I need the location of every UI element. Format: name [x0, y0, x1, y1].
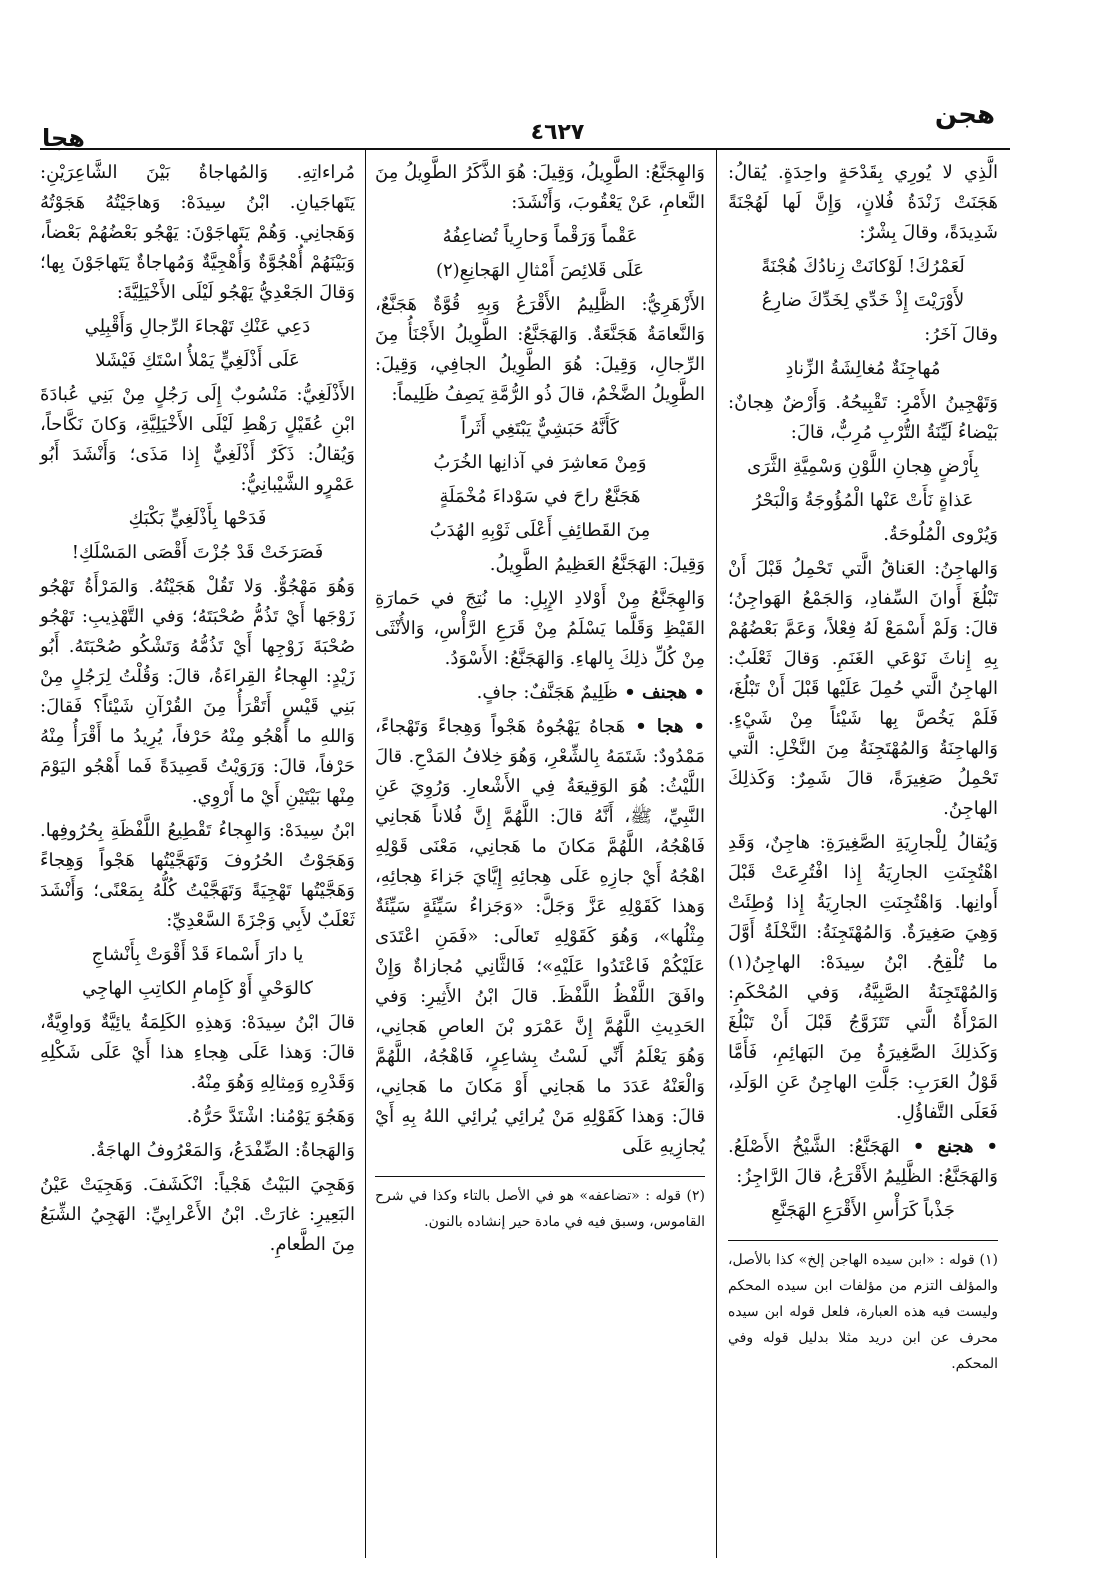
verse-line: كَأَنَّهُ حَبَشِيٌّ يَبْتَغِي أَثَراً [460, 418, 619, 439]
entry-text: هَجاهُ يَهْجُوهُ هَجْواً وَهِجاءً وَتَهْجاءً، مَمْدُودٌ: شَتَمَهُ بِالشِّعْرِ، وَهُوَ خِلافُ المَدْحِ. قالَ اللَّيْثُ: هُوَ الوَقِيعَةُ فِي الأَشْعارِ. وَرُوِيَ عَنِ النَّبِيِّ، ﷺ، أَنَّهُ قالَ: اللَّهُمَّ إِنَّ فُلاناً هَجانِي فَاهْجُهُ، اللَّهُمَّ مَكانَ ما هَجانِي، مَعْنَى قَوْلِهِ اهْجُهُ أَيْ جازِهِ عَلَى هِجائِهِ إِيَّايَ جَزاءَ هِجائِهِ، وَهذا كَقَوْلِهِ عَزَّ وَجَلَّ: «وَجَزاءُ سَيِّئَةٍ سَيِّئَةٌ مِثْلُها»، وَهُوَ كَقَوْلِهِ تَعالَى: «فَمَنِ اعْتَدَى عَلَيْكُمْ فَاعْتَدُوا عَلَيْهِ»؛ فَالثَّانِي مُجازاةٌ وَإِنْ وافَقَ اللَّفْظُ اللَّفْظَ. قالَ ابْنُ الأَثِيرِ: وَفي الحَدِيثِ اللَّهُمَّ إِنَّ عَمْرَو بْنَ العاصِ هَجانِي، وَهُوَ يَعْلَمُ أَنِّي لَسْتُ بِشاعِرٍ، فَاهْجُهُ، اللَّهُمَّ وَالْعَنْهُ عَدَدَ ما هَجانِي أَوْ مَكانَ ما هَجانِي، قالَ: وَهذا كَقَوْلِهِ مَنْ يُرائِي يُرائِي اللهُ بِهِ أَيْ يُجازِيهِ عَلَى [375, 716, 705, 1157]
entry-heading [375, 678, 705, 708]
entry-text: الهَجَنَّعُ: الشَّيْخُ الأَصْلَعُ. وَالهَجَنَّعُ: الظَّلِيمُ الأَقْرَعُ، قالَ الرَّاجِزُ: [728, 1136, 998, 1187]
paragraph: الأَذْلَغِيُّ: مَنْسُوبٌ إِلَى رَجُلٍ مِنْ بَنِي عُبادَةَ ابْنِ عُقَيْلٍ رَهْطِ لَيْلَى الأَخْيَلِيَّةِ، وَكانَ نَكَّاحاً، وَيُقالُ: ذَكَرٌ أَذْلَغِيٌّ إِذا مَذَى؛ وَأَنْشَدَ أَبُو عَمْرٍو الشَّيْبانِيُّ: [40, 384, 355, 495]
verse-line: هَجَنَّعٌ راحَ في سَوْداءَ مُخْمَلَةٍ [439, 486, 641, 507]
verse-line: فَصَرَخَتْ قَدْ جُزْتَ أَقْصَى المَسْلَكِ! [71, 542, 324, 563]
verse-line: عَذاةٍ نَأَتْ عَنْها الْمُؤُوجَةُ وَالْبَحْرُ [752, 490, 974, 511]
entry-headword: • هجا • [635, 716, 705, 737]
column-middle [375, 158, 705, 1235]
entry-heading [728, 1132, 998, 1192]
paragraph: وَيُقالُ لِلْجارِيَةِ الصَّغِيرَةِ: هاجِنٌ، وَقَدِ اهْتُجِنَتِ الجارِيَةُ إِذا افْتُرِعَتْ قَبْلَ أَوانِها. وَاهْتُجِنَتِ الجارِيَةُ إِذا وُطِئَتْ وَهِيَ صَغِيرَةٌ. وَالمُهْتَجِنَةُ: النَّخْلَةُ أَوَّلَ ما تُلْقِحُ. ابْنُ سِيدَهْ: الهاجِنُ(١) وَالمُهْتَجِنَةُ الصَّبِيَّةُ، وَفي المُحْكَمِ: المَرْأَةُ الَّتي تَتَزَوَّجُ قَبْلَ أَنْ تَبْلُغَ وَكَذلِكَ الصَّغِيرَةُ مِنَ البَهائِمِ، فَأَمَّا قَوْلُ العَرَبِ: جَلَّتِ الهاجِنُ عَنِ الوَلَدِ، فَعَلَى التَّفاؤُلِ. [728, 832, 998, 1123]
footnote: (١) قوله : «ابن سيده الهاجن إلخ» كذا بالأصل، والمؤلف التزم من مؤلفات ابن سيده المحكم وليست فيه هذه العبارة، فلعل قوله ابن سيده محرف عن ابن دريد مثلا بدليل قوله وفي المحكم. [728, 1240, 998, 1377]
running-head-left: هجا [42, 124, 85, 152]
paragraph: وَالهِجَنَّعُ: الطَّوِيلُ، وَقِيلَ: هُوَ الذَّكَرُ الطَّوِيلُ مِنَ النَّعامِ، عَنْ يَعْقُوبَ، وَأَنْشَدَ: [375, 162, 705, 213]
paragraph: وَالهاجِنُ: العَناقُ الَّتي تَحْمِلُ قَبْلَ أَنْ تَبْلُغَ أَوانَ السِّفادِ، وَالجَمْعُ الهَواجِنُ؛ قالَ: وَلَمْ أَسْمَعْ لَهُ فِعْلاً، وَعَمَّ بَعْضُهُمْ بِهِ إِناثَ نَوْعَي الغَنَمِ. وَقالَ ثَعْلَبٌ: الهاجِنُ الَّتي حُمِلَ عَلَيْها قَبْلَ أَنْ تَبْلُغَ، فَلَمْ يَخُصَّ بِها شَيْئاً مِنْ شَيْءٍ. وَالهاجِنَةُ وَالمُهْتَجِنَةُ مِنَ النَّخْلِ: الَّتي تَحْمِلُ صَغِيرَةً، قالَ شَمِرٌ: وَكَذلِكَ الهاجِنُ. [728, 558, 998, 819]
page-number: ٤٦٢٧ [530, 120, 585, 145]
paragraph: وَهَجُوَ يَوْمُنا: اشْتَدَّ حَرُّهُ. [186, 1106, 355, 1127]
paragraph: وَالهِجَنَّعُ مِنْ أَوْلادِ الإِبِلِ: ما نُتِجَ في حَمارَةِ القَيْظِ وَقَلَّما يَسْلَمُ مِنْ قَرَعِ الرَّأْسِ، وَالأُنْثَى مِنْ كُلِّ ذلِكَ بِالهاءِ. وَالهَجَنَّعُ: الأَسْوَدُ. [375, 588, 705, 669]
entry-heading [375, 712, 705, 1162]
verse-line: يا دارَ أَسْماءَ قَدْ أَقْوَتْ بِأَنْشاجِ [91, 944, 304, 965]
verse-line: جَذْباً كَرَأْسِ الأَقْرَعِ الهَجَنَّعِ [771, 1200, 955, 1221]
verse-line: عَلَى قَلائِصَ أَمْثالِ الهَجانِعِ(٢) [435, 260, 645, 281]
verse-line: كالوَحْيِ أَوْ كَإِمامِ الكاتِبِ الهاجِي [82, 978, 313, 999]
paragraph: الَّذِي لا يُورِي بِقَدْحَةٍ واحِدَةٍ. يُقالُ: هَجَنَتْ زَنْدَةُ فُلانٍ، وَإِنَّ لَها لَهُجْنَةً شَدِيدَةً، وقالَ بِشْرٌ: [728, 162, 998, 243]
verse-line: مِنَ القَطائِفِ أَعْلَى ثَوْبِهِ الهُدَبُ [429, 520, 651, 541]
paragraph: مُراءاتِهِ. وَالمُهاجاةُ بَيْنَ الشَّاعِرَيْنِ: يَتَهاجَيانِ. ابْنُ سِيدَهْ: وَهاجَيْتُهُ هَجَوْتُهُ وَهَجانِي. وَهُمْ يَتَهاجَوْنَ: يَهْجُو بَعْضُهُمْ بَعْضاً، وَبَيْنَهُمْ أُهْجُوَّةٌ وَأُهْجِيَّةٌ وَمُهاجاةٌ يَتَهاجَوْنَ بِها؛ وَقالَ الجَعْدِيُّ يَهْجُو لَيْلَى الأَخْيَلِيَّةَ: [40, 162, 355, 303]
verse-line: عَلَى أَذْلَغِيٍّ يَمْلأُ اسْتَكِ فَيْشَلا [95, 350, 300, 371]
entry-headword: • هجنع • [912, 1136, 998, 1157]
column-divider-right [716, 148, 717, 1558]
entry-text: ظَلِيمٌ هَجَنَّفٌ: جافٍ. [476, 682, 618, 703]
paragraph: وَهُوَ مَهْجُوٌّ. وَلا تَقُلْ هَجَيْتُهُ. وَالمَرْأَةُ تَهْجُو زَوْجَها أَيْ تَذُمُّ صُحْبَتَهُ؛ وَفي التَّهْذِيبِ: تَهْجُو صُحْبَةَ زَوْجِها أَيْ تَذُمُّهُ وَتَشْكُو صُحْبَتَهُ. أَبُو زَيْدٍ: الهِجاءُ القِراءَةُ، قالَ: وَقُلْتُ لِرَجُلٍ مِنْ بَنِي قَيْسٍ أَتَقْرَأُ مِنَ القُرْآنِ شَيْئاً؟ فَقالَ: وَاللهِ ما أَهْجُو مِنْهُ حَرْفاً، يُرِيدُ ما أَقْرَأُ مِنْهُ حَرْفاً، قالَ: وَرَوَيْتُ قَصِيدَةً فَما أَهْجُو اليَوْمَ مِنْها بَيْتَيْنِ أَيْ ما أَرْوِي. [40, 576, 355, 807]
column-right [728, 158, 998, 1377]
entry-headword: • هجنف • [624, 682, 705, 703]
paragraph: قالَ ابْنُ سِيدَهْ: وَهذِهِ الكَلِمَةُ يائِيَّةٌ وَواوِيَّةٌ، قالَ: وَهذا عَلَى هِجاءِ هذا أَيْ عَلَى شَكْلِهِ وَقَدْرِهِ وَمِثالِهِ وَهُوَ مِنْهُ. [40, 1012, 355, 1093]
column-divider-left [365, 148, 366, 1558]
paragraph: وَالهَجاةُ: الضِّفْدَعُ، وَالمَعْرُوفُ الهاجَةُ. [90, 1140, 355, 1161]
verse-line: عَقْماً وَرَقْماً وَحارِياً تُضاعِفُهُ [442, 226, 638, 247]
paragraph: الأَزْهَرِيُّ: الظَّلِيمُ الأَقْرَعُ وَبِهِ قُوَّةٌ هَجَنَّعٌ، وَالنَّعامَةُ هَجَنَّعَةٌ. وَالهَجَنَّعُ: الطَّوِيلُ الأَجْنَأُ مِنَ الرِّجالِ، وَقِيلَ: هُوَ الطَّوِيلُ الجافِي، وَقِيلَ: الطَّوِيلُ الضَّخْمُ، قالَ ذُو الرُّمَّةِ يَصِفُ ظَلِيماً: [375, 294, 705, 405]
running-head-right: هجن [934, 100, 995, 130]
verse-line: وَمِنْ مَعاشِرَ في آذانِها الخُرَبُ [433, 452, 647, 473]
paragraph: وَهَجِيَ البَيْتُ هَجْياً: انْكَشَفَ. وَهَجِيَتْ عَيْنُ البَعِيرِ: غارَتْ. ابْنُ الأَعْرابِيِّ: الهَجِيُ الشِّبَعُ مِنَ الطَّعامِ. [40, 1174, 355, 1255]
column-left [40, 158, 355, 1264]
header-rule [40, 148, 1010, 150]
verse-line: مُهاجِنَةٌ مُغالِشَةُ الزِّنادِ [785, 358, 941, 379]
footnote: (٢) قوله : «تضاعفه» هو في الأصل بالتاء وكذا في شرح القاموس، وسبق فيه في مادة حير إنشاده بالنون. [375, 1176, 705, 1235]
paragraph: وَيُرْوى الْمُلُوحَةُ. [883, 524, 998, 545]
paragraph: وقالَ آخَرُ: [924, 324, 998, 345]
paragraph: وَتَهْجِينُ الأَمْرِ: تَقْبِيحُهُ. وَأَرْضٌ هِجانٌ: بَيْضاءُ لَيِّنَةُ التُّرْبِ مُرِبٌّ، قالَ: [728, 392, 998, 443]
verse-line: لَعَمْرُكَ! لَوْكانَتْ زِنادُكَ هُجْنَةً [761, 256, 965, 277]
paragraph: ابْنُ سِيدَهْ: وَالهِجاءُ تَقْطِيعُ اللَّفْظَةِ بِحُرُوفِها. وَهَجَوْتُ الحُرُوفَ وَتَهَجَّيْتُها هَجْواً وَهِجاءً وَهَجَّيْتُها تَهْجِيَةً وَتَهَجَّيْتُ كُلُّهُ بِمَعْنًى؛ وَأَنْشَدَ ثَعْلَبٌ لأَبِي وَجْزَةَ السَّعْدِيِّ: [40, 820, 355, 931]
verse-line: بِأَرْضٍ هِجانِ اللَّوْنِ وَسْمِيَّةِ الثَّرَى [747, 456, 979, 477]
verse-line: لأَوْرَيْتَ إِذْ خَدِّي لِخَدِّكَ ضارِعُ [761, 290, 965, 311]
verse-line: دَعِي عَنْكِ تَهْجاءَ الرِّجالِ وَأَقْبِلِي [84, 316, 311, 337]
verse-line: فَدَحْها بِأَذْلَغِيٍّ بَكْبَكِ [128, 508, 267, 529]
paragraph: وَقِيلَ: الهَجَنَّعُ العَظِيمُ الطَّوِيلُ. [489, 554, 705, 575]
